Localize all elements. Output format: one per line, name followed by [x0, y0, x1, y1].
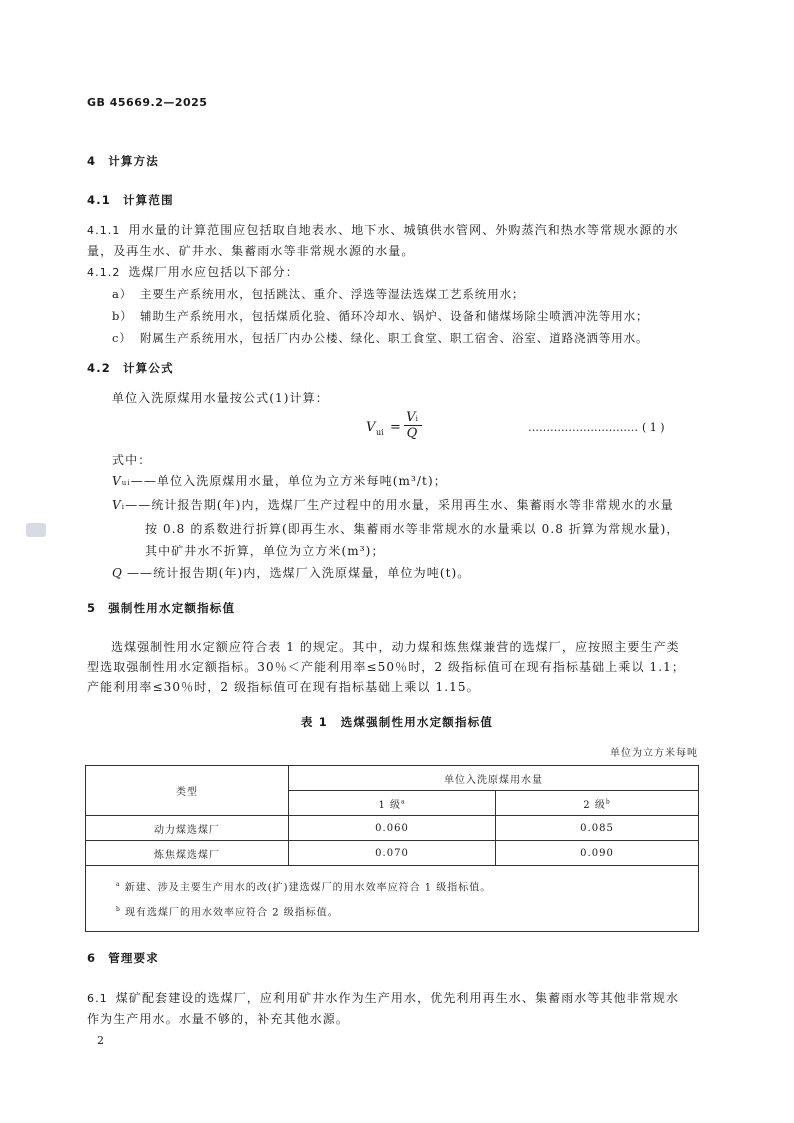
section-number: 5	[87, 601, 97, 615]
header-type: 类型	[86, 766, 289, 816]
table-footnotes	[86, 866, 699, 932]
clause-number: 6.1	[87, 992, 108, 1005]
quota-table	[85, 765, 699, 932]
footnote-text: 现有选煤厂的用水效率应符合 2 级指标值。	[125, 907, 339, 919]
footnote-b	[116, 899, 698, 924]
clause-text: 选煤厂用水应包括以下部分：	[128, 265, 299, 279]
header-label: 2 级	[583, 799, 606, 811]
section-title: 计算范围	[122, 193, 174, 207]
symbol: V	[112, 474, 122, 488]
footnote-a	[116, 874, 698, 899]
footnote-text: 新建、涉及主要生产用水的改(扩)建选煤厂的用水效率应符合 1 级指标值。	[124, 882, 492, 894]
cell-level-1: 0.070	[289, 841, 496, 866]
list-marker: a）	[112, 287, 133, 301]
clause-number: 4.1.2	[87, 266, 121, 279]
list-item-text: 主要生产系统用水，包括跳汰、重介、浮选等湿法选煤工艺系统用水；	[140, 287, 525, 301]
header-group: 单位入洗原煤用水量	[289, 766, 699, 791]
symbol: V	[112, 498, 122, 512]
definition-continuation: 按 0.8 的系数进行折算(即再生水、集蓄雨水等非常规水的水量乘以 0.8 折算为常规水量)，	[145, 522, 680, 536]
clause-4-1-2	[87, 262, 299, 283]
definition-text: ——统计报告期(年)内，选煤厂入洗原煤量，单位为吨(t)。	[126, 566, 471, 580]
symbol-subscript: ui	[121, 479, 131, 487]
list-marker: c）	[112, 331, 132, 345]
footnote-marker: b	[605, 798, 611, 806]
paragraph-line: 选煤强制性用水定额应符合表 1 的规定。其中，动力煤和炼焦煤兼营的选煤厂，应按照主要生产类	[111, 640, 680, 654]
section-6-heading	[87, 950, 159, 966]
header-level-1	[289, 791, 496, 816]
header-level-2	[496, 791, 699, 816]
page-number: 2	[97, 1034, 104, 1047]
definition-continuation: 其中矿井水不折算，单位为立方米(m³)；	[145, 544, 385, 558]
equation-number-line	[528, 421, 665, 434]
equation-number: ( 1 )	[642, 421, 665, 434]
section-title: 管理要求	[108, 951, 160, 965]
cell-type: 炼焦煤选煤厂	[86, 841, 289, 866]
list-item-text: 附属生产系统用水，包括厂内办公楼、绿化、职工食堂、职工宿舍、浴室、道路浇洒等用水。	[140, 331, 649, 345]
table-unit: 单位为立方米每吨	[610, 748, 698, 759]
formula-lhs: V	[366, 420, 376, 435]
definition-vi	[112, 495, 712, 517]
formula-numerator: V	[406, 410, 416, 425]
cell-level-2: 0.090	[496, 841, 699, 866]
definition-text: ——单位入洗原煤用水量，单位为立方米每吨(m³/t)；	[130, 474, 447, 488]
clause-4-1-1	[87, 220, 702, 261]
header-label: 1 级	[378, 799, 401, 811]
section-number: 4.1	[87, 193, 111, 207]
clause-text-line: 量，及再生水、矿井水、集蓄雨水等非常规水源的水量。	[87, 244, 415, 258]
list-item	[112, 328, 648, 348]
footnote-marker: b	[116, 906, 121, 914]
table-row	[86, 841, 699, 866]
where-label: 式中：	[112, 453, 152, 467]
section-5-heading	[87, 600, 235, 616]
leader-dots: …………………………	[528, 421, 638, 434]
footnote-marker: a	[400, 798, 406, 806]
symbol: Q	[112, 566, 123, 580]
section-title: 计算公式	[122, 361, 174, 375]
cell-level-2: 0.085	[496, 816, 699, 841]
symbol-subscript: i	[121, 503, 126, 511]
document-header: GB 45669.2—2025	[87, 96, 208, 109]
definition-vui	[112, 471, 712, 493]
formula-intro: 单位入洗原煤用水量按公式(1)计算：	[112, 391, 329, 405]
section-number: 4	[87, 154, 97, 168]
watermark-stamp	[26, 523, 46, 537]
formula-lhs-subscript: ui	[376, 428, 384, 437]
section-number: 6	[87, 951, 97, 965]
table-row	[86, 816, 699, 841]
list	[112, 284, 648, 348]
section-4-2-heading	[87, 360, 174, 376]
section-5-paragraph	[87, 637, 707, 697]
footnote-marker: a	[116, 881, 121, 888]
section-title: 计算方法	[108, 154, 160, 168]
list-item	[112, 284, 648, 304]
definition-q	[112, 563, 712, 583]
section-4-1-heading	[87, 192, 174, 208]
cell-level-1: 0.060	[289, 816, 496, 841]
cell-type: 动力煤选煤厂	[86, 816, 289, 841]
formula-fraction	[404, 410, 420, 441]
section-4-heading	[87, 153, 159, 169]
list-marker: b）	[112, 309, 133, 323]
list-item-text: 辅助生产系统用水，包括煤质化验、循环冷却水、锅炉、设备和储煤场除尘喷洒冲洗等用水；	[140, 309, 649, 323]
variable-definitions	[112, 471, 712, 583]
clause-text-line: 煤矿配套建设的选煤厂，应利用矿井水作为生产用水，优先利用再生水、集蓄雨水等其他非常规水	[115, 991, 680, 1005]
section-title: 强制性用水定额指标值	[108, 601, 236, 615]
clause-text-line: 作为生产用水。水量不够的，补充其他水源。	[87, 1012, 350, 1026]
section-number: 4.2	[87, 361, 111, 375]
clause-6-1	[87, 988, 707, 1029]
table-caption: 表 1 选煤强制性用水定额指标值	[300, 715, 494, 729]
formula-denominator: Q	[406, 426, 418, 441]
formula-equals: =	[390, 420, 401, 435]
paragraph-line: 型选取强制性用水定额指标。30％＜产能利用率≤50％时，2 级指标值可在现有指标基础上乘以 1.1；	[87, 660, 685, 674]
formula-numerator-subscript: i	[415, 415, 418, 423]
paragraph-line: 产能利用率≤30％时，2 级指标值可在现有指标基础上乘以 1.15。	[87, 680, 480, 694]
clause-number: 4.1.1	[87, 224, 121, 237]
clause-text-line: 用水量的计算范围应包括取自地表水、地下水、城镇供水管网、外购蒸汽和热水等常规水源的水	[128, 223, 679, 237]
list-item	[112, 306, 648, 326]
definition-text: ——统计报告期(年)内，选煤厂生产过程中的用水量，采用再生水、集蓄雨水等非常规水的水量	[125, 498, 674, 512]
